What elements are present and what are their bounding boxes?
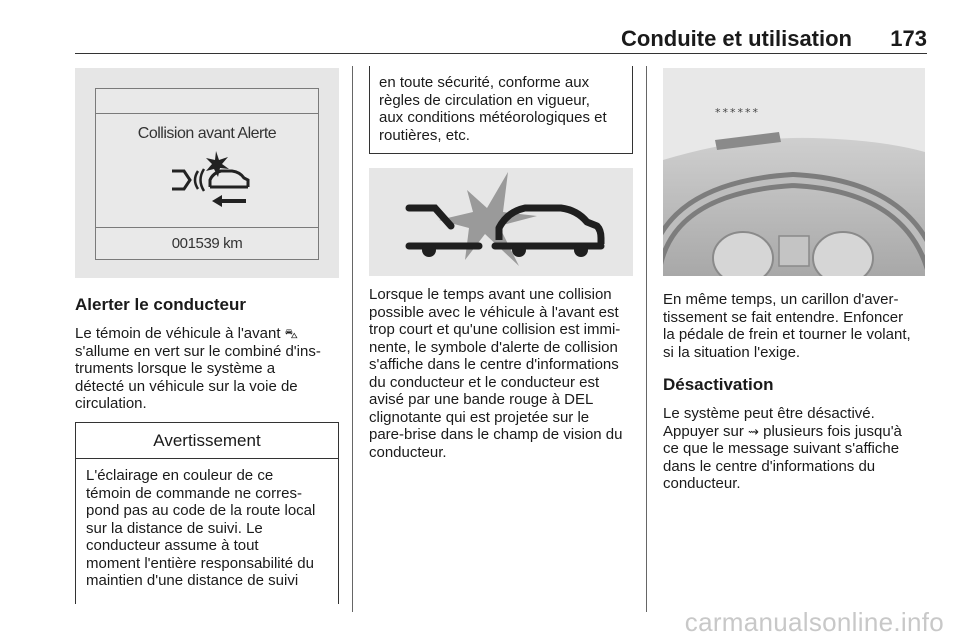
column-divider-2	[646, 66, 647, 612]
paragraph-line: Appuyer sur ⇝ plusieurs fois jusqu'à	[663, 422, 902, 440]
warning-line: L'éclairage en couleur de ce	[86, 467, 274, 484]
chime-paragraph	[663, 291, 933, 361]
vehicle-ahead-icon: ⛍	[284, 326, 299, 341]
paragraph-line: Lorsque le temps avant une collision	[369, 286, 612, 303]
paragraph-line: détecté un véhicule sur la voie de	[75, 377, 298, 395]
svg-text:******: ******	[715, 106, 760, 119]
cluster-top-line	[96, 113, 318, 114]
section-heading-deactivation: Désactivation	[663, 375, 774, 394]
paragraph-line: nente, le symbole d'alerte de collision	[369, 338, 618, 356]
warning-line: conducteur assume à tout	[86, 537, 259, 554]
warning-box	[75, 422, 339, 604]
paragraph-line: s'allume en vert sur le combiné d'ins-	[75, 342, 321, 360]
cluster-bottom-line	[96, 227, 318, 228]
warning-body	[76, 459, 338, 590]
section-heading-alert-driver: Alerter le conducteur	[75, 295, 246, 314]
warning-line: pond pas au code de la route local	[86, 502, 316, 519]
warning-line: aux conditions météorologiques et	[379, 109, 607, 126]
forward-collision-alert-icon	[166, 149, 256, 211]
warning-line: moment l'entière responsabilité du	[86, 554, 314, 572]
paragraph-line: du conducteur et le conducteur est	[369, 373, 600, 391]
warning-box-continued	[369, 66, 633, 154]
paragraph-line: ce que le message suivant s'affiche	[663, 440, 900, 457]
warning-line: témoin de commande ne corres-	[86, 484, 302, 502]
cluster-display	[95, 88, 319, 260]
paragraph-line: circulation.	[75, 395, 147, 412]
paragraph-line: la pédale de frein et tourner le volant,	[663, 326, 911, 343]
paragraph-line: possible avec le véhicule à l'avant est	[369, 303, 619, 321]
cluster-odometer: 001539 km	[171, 235, 243, 252]
paragraph-line: avisé par une bande rouge à DEL	[369, 391, 594, 408]
paragraph-line: dans le centre d'informations du	[663, 457, 876, 475]
paragraph-line: pare-brise dans le champ de vision du	[369, 426, 623, 443]
page-number: 173	[890, 26, 927, 51]
warning-line: maintien d'une distance de suivi	[86, 572, 299, 589]
header-rule	[75, 53, 927, 54]
paragraph-line: Le témoin de véhicule à l'avant ⛍	[75, 325, 299, 342]
windshield-figure	[663, 68, 925, 276]
paragraph-line: En même temps, un carillon d'aver-	[663, 291, 899, 308]
watermark: carmanualsonline.info	[684, 607, 944, 637]
warning-line: règles de circulation en vigueur,	[379, 91, 590, 109]
windshield-led-strip-illustration	[663, 68, 925, 276]
paragraph-line: conducteur.	[369, 443, 447, 461]
collision-warning-symbol-icon	[369, 168, 633, 276]
chapter-title: Conduite et utilisation	[621, 26, 852, 51]
warning-line: routières, etc.	[379, 126, 470, 144]
collision-alert-button-icon: ⇝	[748, 423, 759, 439]
paragraph-line: s'affiche dans le centre d'informations	[369, 356, 619, 373]
paragraph-line: Le système peut être désactivé.	[663, 405, 875, 422]
collision-symbol-figure	[369, 168, 633, 276]
paragraph-line: trop court et qu'une collision est immi-	[369, 321, 621, 338]
paragraph-line: truments lorsque le système a	[75, 360, 276, 377]
warning-line: en toute sécurité, conforme aux	[379, 74, 590, 91]
collision-paragraph	[369, 286, 641, 461]
column-divider-1	[352, 66, 353, 612]
instrument-cluster-figure	[75, 68, 339, 278]
paragraph-line: conducteur.	[663, 475, 741, 492]
paragraph-line: tissement se fait entendre. Enfoncer	[663, 308, 904, 326]
warning-line: sur la distance de suivi. Le	[86, 519, 263, 537]
paragraph-line: clignotante qui est projetée sur le	[369, 408, 590, 426]
deactivation-paragraph	[663, 405, 933, 493]
warning-title: Avertissement	[76, 423, 338, 459]
paragraph-line: si la situation l'exige.	[663, 343, 801, 361]
alert-driver-paragraph	[75, 325, 343, 413]
cluster-message: Collision avant Alerte	[137, 125, 277, 142]
